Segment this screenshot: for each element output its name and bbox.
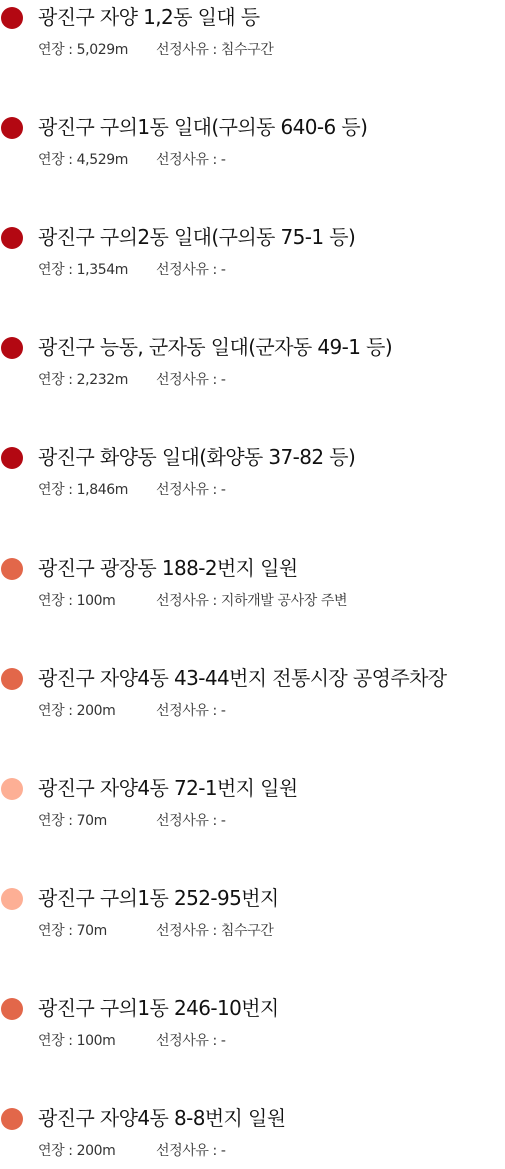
- list-item: [0, 993, 505, 1053]
- item-title: 광진구 구의1동 246-10번지: [38, 996, 279, 1020]
- item-length: 연장 : 70m: [38, 813, 107, 829]
- status-dot-icon: [1, 7, 23, 29]
- item-title: 광진구 광장동 188-2번지 일원: [38, 556, 298, 580]
- item-meta: [38, 260, 226, 280]
- item-title: 광진구 능동, 군자동 일대(군자동 49-1 등): [38, 335, 393, 359]
- status-dot-icon: [1, 227, 23, 249]
- status-dot-icon: [1, 998, 23, 1020]
- item-title: 광진구 자양4동 72-1번지 일원: [38, 776, 298, 800]
- list-item: [0, 332, 505, 392]
- item-reason: 선정사유 : 지하개발 공사장 주변: [156, 593, 348, 609]
- list-item: [0, 442, 505, 502]
- item-length: 연장 : 200m: [38, 1143, 116, 1159]
- status-dot-icon: [1, 117, 23, 139]
- status-dot-icon: [1, 778, 23, 800]
- item-meta: [38, 811, 226, 831]
- item-reason: 선정사유 : -: [156, 1143, 226, 1159]
- item-length: 연장 : 70m: [38, 923, 107, 939]
- item-length: 연장 : 1,354m: [38, 262, 128, 278]
- item-title: 광진구 화양동 일대(화양동 37-82 등): [38, 445, 356, 469]
- item-title: 광진구 구의1동 일대(구의동 640-6 등): [38, 115, 368, 139]
- item-title: 광진구 자양 1,2동 일대 등: [38, 5, 260, 29]
- item-length: 연장 : 5,029m: [38, 42, 128, 58]
- item-reason: 선정사유 : -: [156, 813, 226, 829]
- item-meta: [38, 40, 273, 60]
- item-meta: [38, 701, 226, 721]
- list-item: [0, 1103, 505, 1163]
- list-item: [0, 883, 505, 943]
- item-length: 연장 : 200m: [38, 703, 116, 719]
- item-length: 연장 : 4,529m: [38, 152, 128, 168]
- item-title: 광진구 자양4동 8-8번지 일원: [38, 1106, 286, 1130]
- list-item: [0, 112, 505, 172]
- item-length: 연장 : 100m: [38, 593, 116, 609]
- item-length: 연장 : 1,846m: [38, 482, 128, 498]
- item-meta: [38, 370, 226, 390]
- item-length: 연장 : 100m: [38, 1033, 116, 1049]
- item-meta: [38, 1141, 226, 1161]
- item-meta: [38, 480, 226, 500]
- item-reason: 선정사유 : -: [156, 262, 226, 278]
- item-length: 연장 : 2,232m: [38, 372, 128, 388]
- item-title: 광진구 자양4동 43-44번지 전통시장 공영주차장: [38, 666, 447, 690]
- item-reason: 선정사유 : 침수구간: [156, 923, 274, 939]
- list-item: [0, 773, 505, 833]
- list-item: [0, 553, 505, 613]
- item-reason: 선정사유 : -: [156, 703, 226, 719]
- item-reason: 선정사유 : -: [156, 1033, 226, 1049]
- item-title: 광진구 구의1동 252-95번지: [38, 886, 279, 910]
- list-item: [0, 222, 505, 282]
- status-dot-icon: [1, 668, 23, 690]
- item-meta: [38, 921, 273, 941]
- item-reason: 선정사유 : -: [156, 482, 226, 498]
- item-meta: [38, 591, 347, 611]
- item-meta: [38, 150, 226, 170]
- status-dot-icon: [1, 447, 23, 469]
- status-dot-icon: [1, 337, 23, 359]
- item-title: 광진구 구의2동 일대(구의동 75-1 등): [38, 225, 356, 249]
- status-dot-icon: [1, 1108, 23, 1130]
- item-meta: [38, 1031, 226, 1051]
- item-reason: 선정사유 : -: [156, 152, 226, 168]
- status-dot-icon: [1, 888, 23, 910]
- status-dot-icon: [1, 558, 23, 580]
- list-item: [0, 2, 505, 62]
- item-reason: 선정사유 : 침수구간: [156, 42, 274, 58]
- list-item: [0, 663, 505, 723]
- item-reason: 선정사유 : -: [156, 372, 226, 388]
